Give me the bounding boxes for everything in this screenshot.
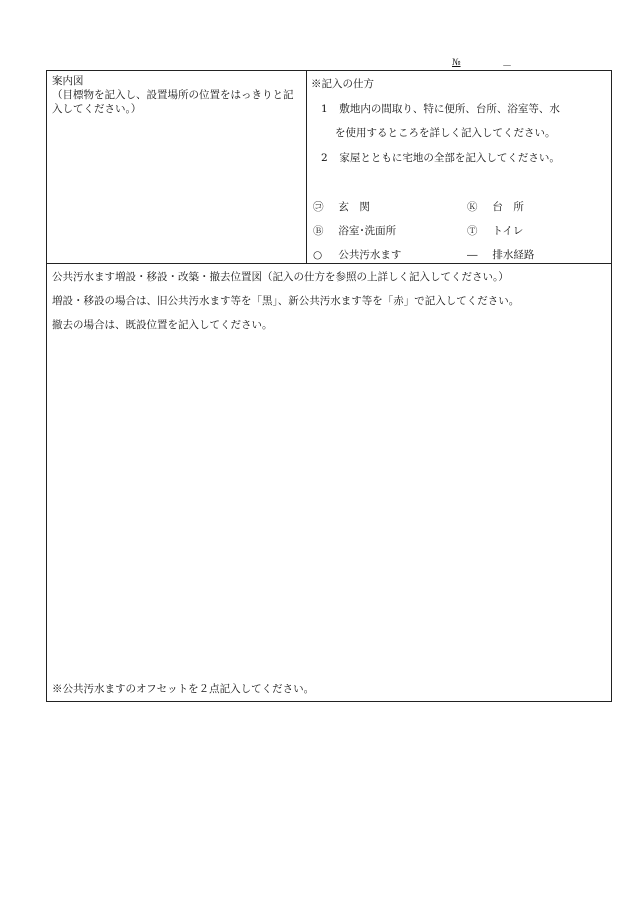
instruction-item-2: [321, 150, 560, 165]
legend-kitchen: [467, 199, 524, 214]
legend-label: 排水経路: [492, 249, 535, 261]
form-top-section: [47, 71, 611, 264]
legend-label: 浴室･洗面所: [338, 225, 397, 237]
instruction-number-2: 2: [321, 152, 328, 164]
form-number-dash: －: [502, 61, 512, 72]
legend-label: 台 所: [492, 201, 524, 213]
position-drawing-area[interactable]: [47, 264, 611, 701]
guide-map-title: 案内図: [52, 75, 84, 87]
instruction-item-1: [321, 101, 560, 116]
drawing-note-color: 増設・移設の場合は、旧公共汚水ます等を「黒」、新公共汚水ます等を「赤」で記入してください。: [52, 295, 520, 307]
instruction-text-1b: を使用するところを詳しく記入してください。: [335, 127, 556, 139]
manhole-symbol-icon: ○: [313, 249, 323, 261]
offset-note: ※公共汚水ますのオフセットを２点記入してください。: [52, 683, 315, 695]
instruction-text-2: 家屋とともに宅地の全部を記入してください。: [339, 152, 560, 164]
kitchen-symbol-icon: Ⓚ: [467, 201, 478, 213]
guide-map-note: （目標物を記入し、設置場所の位置をはっきりと記入してください。）: [52, 89, 294, 115]
legend-drain-route: [467, 247, 534, 262]
form-number-label: №: [452, 58, 461, 68]
legend-label: トイレ: [492, 225, 524, 237]
drawing-note-removal: 撤去の場合は、既設位置を記入してください。: [52, 319, 273, 331]
legend-label: 玄 関: [338, 201, 370, 213]
entrance-symbol-icon: ㋙: [313, 201, 324, 213]
drain-route-symbol-icon: ―: [467, 249, 478, 261]
instruction-number-1: 1: [321, 103, 328, 115]
legend-toilet: [467, 223, 523, 238]
toilet-symbol-icon: Ⓣ: [467, 225, 478, 237]
legend-manhole: [313, 247, 401, 262]
legend-bathroom: [313, 223, 396, 238]
guide-map-area[interactable]: [47, 71, 307, 263]
sewer-form: [46, 70, 612, 702]
legend-entrance: [313, 199, 370, 214]
instruction-text-1a: 敷地内の間取り、特に便所、台所、浴室等、水: [339, 103, 560, 115]
instructions-title: ※記入の仕方: [311, 78, 374, 90]
bathroom-symbol-icon: Ⓑ: [313, 225, 324, 237]
legend-label: 公共汚水ます: [338, 249, 402, 261]
instructions-panel: [307, 71, 611, 263]
drawing-title: 公共汚水ます増設・移設・改築・撤去位置図（記入の仕方を参照の上詳しく記入してください。）: [52, 271, 509, 283]
